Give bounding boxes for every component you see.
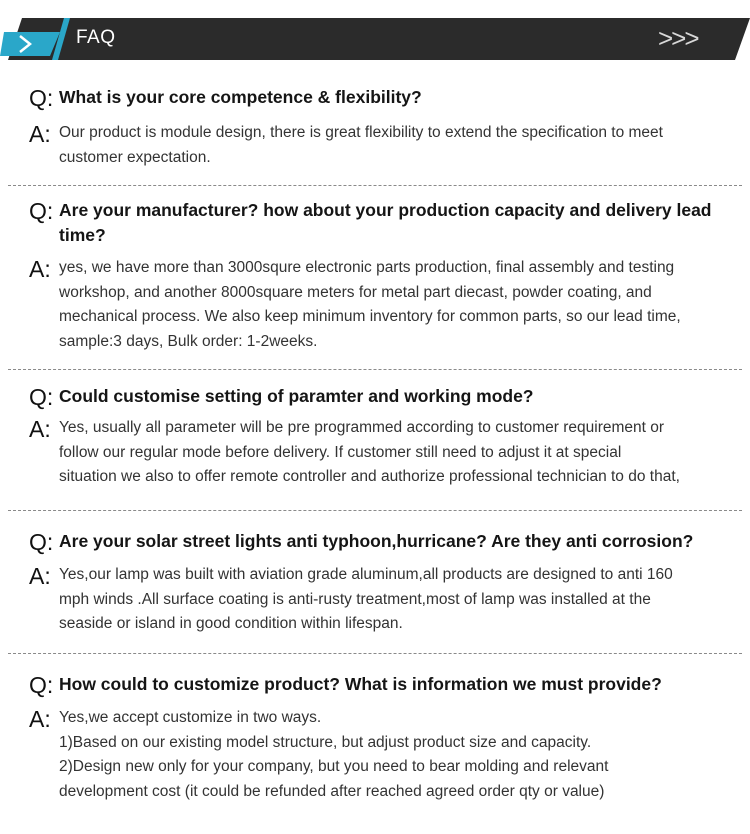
dashed-divider xyxy=(8,510,742,511)
answer-line: yes, we have more than 3000squre electronic parts production, final assembly and testing xyxy=(59,259,675,276)
answer-label: A: xyxy=(29,706,51,732)
answer-line: Yes,our lamp was built with aviation grade aluminum,all products are designed to anti 160 xyxy=(59,566,673,583)
answer-line: 2)Design new only for your company, but you need to bear molding and relevant xyxy=(59,758,609,775)
dashed-divider xyxy=(8,369,742,370)
question-text xyxy=(59,384,739,409)
page-title: FAQ xyxy=(76,27,116,48)
answer-text xyxy=(59,256,744,354)
question-row xyxy=(0,198,750,248)
answer-line: follow our regular mode before delivery. If customer still need to adjust it at special xyxy=(59,443,622,461)
answer-line: Our product is module design, there is great flexibility to extend the specification to meet xyxy=(59,124,663,141)
question-row xyxy=(0,672,750,697)
question-line: Are your manufacturer? how about your production capacity and delivery lead xyxy=(59,200,712,220)
answer-line: sample:3 days, Bulk order: 1-2weeks. xyxy=(59,332,318,350)
answer-line: 1)Based on our existing model structure, but adjust product size and capacity. xyxy=(59,733,592,751)
faq-item xyxy=(0,384,750,490)
question-label: Q: xyxy=(29,384,54,410)
question-label: Q: xyxy=(29,672,54,698)
answer-label: A: xyxy=(29,256,51,282)
question-row xyxy=(0,529,750,554)
answer-row xyxy=(0,416,750,490)
answer-line: seaside or island in good condition within lifespan. xyxy=(59,615,403,632)
answer-label: A: xyxy=(29,121,51,147)
answer-text xyxy=(59,121,744,170)
answer-row xyxy=(0,256,750,354)
more-arrows-icon: >>> xyxy=(658,23,698,53)
question-line: How could to customize product? What is information we must provide? xyxy=(59,674,662,694)
question-label: Q: xyxy=(29,529,54,555)
question-line: What is your core competence & flexibility? xyxy=(59,87,422,107)
dashed-divider xyxy=(8,653,742,654)
answer-row xyxy=(0,121,750,170)
answer-label: A: xyxy=(29,563,51,589)
question-label: Q: xyxy=(29,198,54,224)
question-text xyxy=(59,672,739,697)
answer-line: workshop, and another 8000square meters for metal part diecast, powder coating, and xyxy=(59,283,652,301)
faq-header xyxy=(0,18,750,60)
answer-row xyxy=(0,563,750,637)
question-line: Could customise setting of paramter and working mode? xyxy=(59,386,534,406)
dashed-divider xyxy=(8,185,742,186)
question-row xyxy=(0,384,750,409)
faq-item xyxy=(0,529,750,637)
answer-text xyxy=(59,416,744,490)
question-line: Are your solar street lights anti typhoon,hurricane? Are they anti corrosion? xyxy=(59,531,694,551)
answer-label: A: xyxy=(29,416,51,442)
question-text xyxy=(59,529,739,554)
faq-item xyxy=(0,672,750,804)
answer-line: Yes, usually all parameter will be pre programmed according to customer requirement or xyxy=(59,419,665,436)
answer-line: customer expectation. xyxy=(59,148,211,166)
answer-line: mph winds .All surface coating is anti-rusty treatment,most of lamp was installed at the xyxy=(59,590,651,608)
answer-line: development cost (it could be refunded after reached agreed order qty or value) xyxy=(59,782,605,800)
answer-row xyxy=(0,706,750,804)
question-row xyxy=(0,85,750,110)
question-text xyxy=(59,198,739,248)
question-text xyxy=(59,85,739,110)
answer-line: Yes,we accept customize in two ways. xyxy=(59,709,322,726)
answer-line: situation we also to offer remote controller and authorize professional technician to do that, xyxy=(59,468,680,485)
faq-item xyxy=(0,85,750,170)
faq-item xyxy=(0,198,750,354)
answer-text xyxy=(59,706,744,804)
question-label: Q: xyxy=(29,85,54,111)
answer-line: mechanical process. We also keep minimum inventory for common parts, so our lead time, xyxy=(59,308,681,325)
question-line: time? xyxy=(59,225,106,245)
answer-text xyxy=(59,563,744,637)
